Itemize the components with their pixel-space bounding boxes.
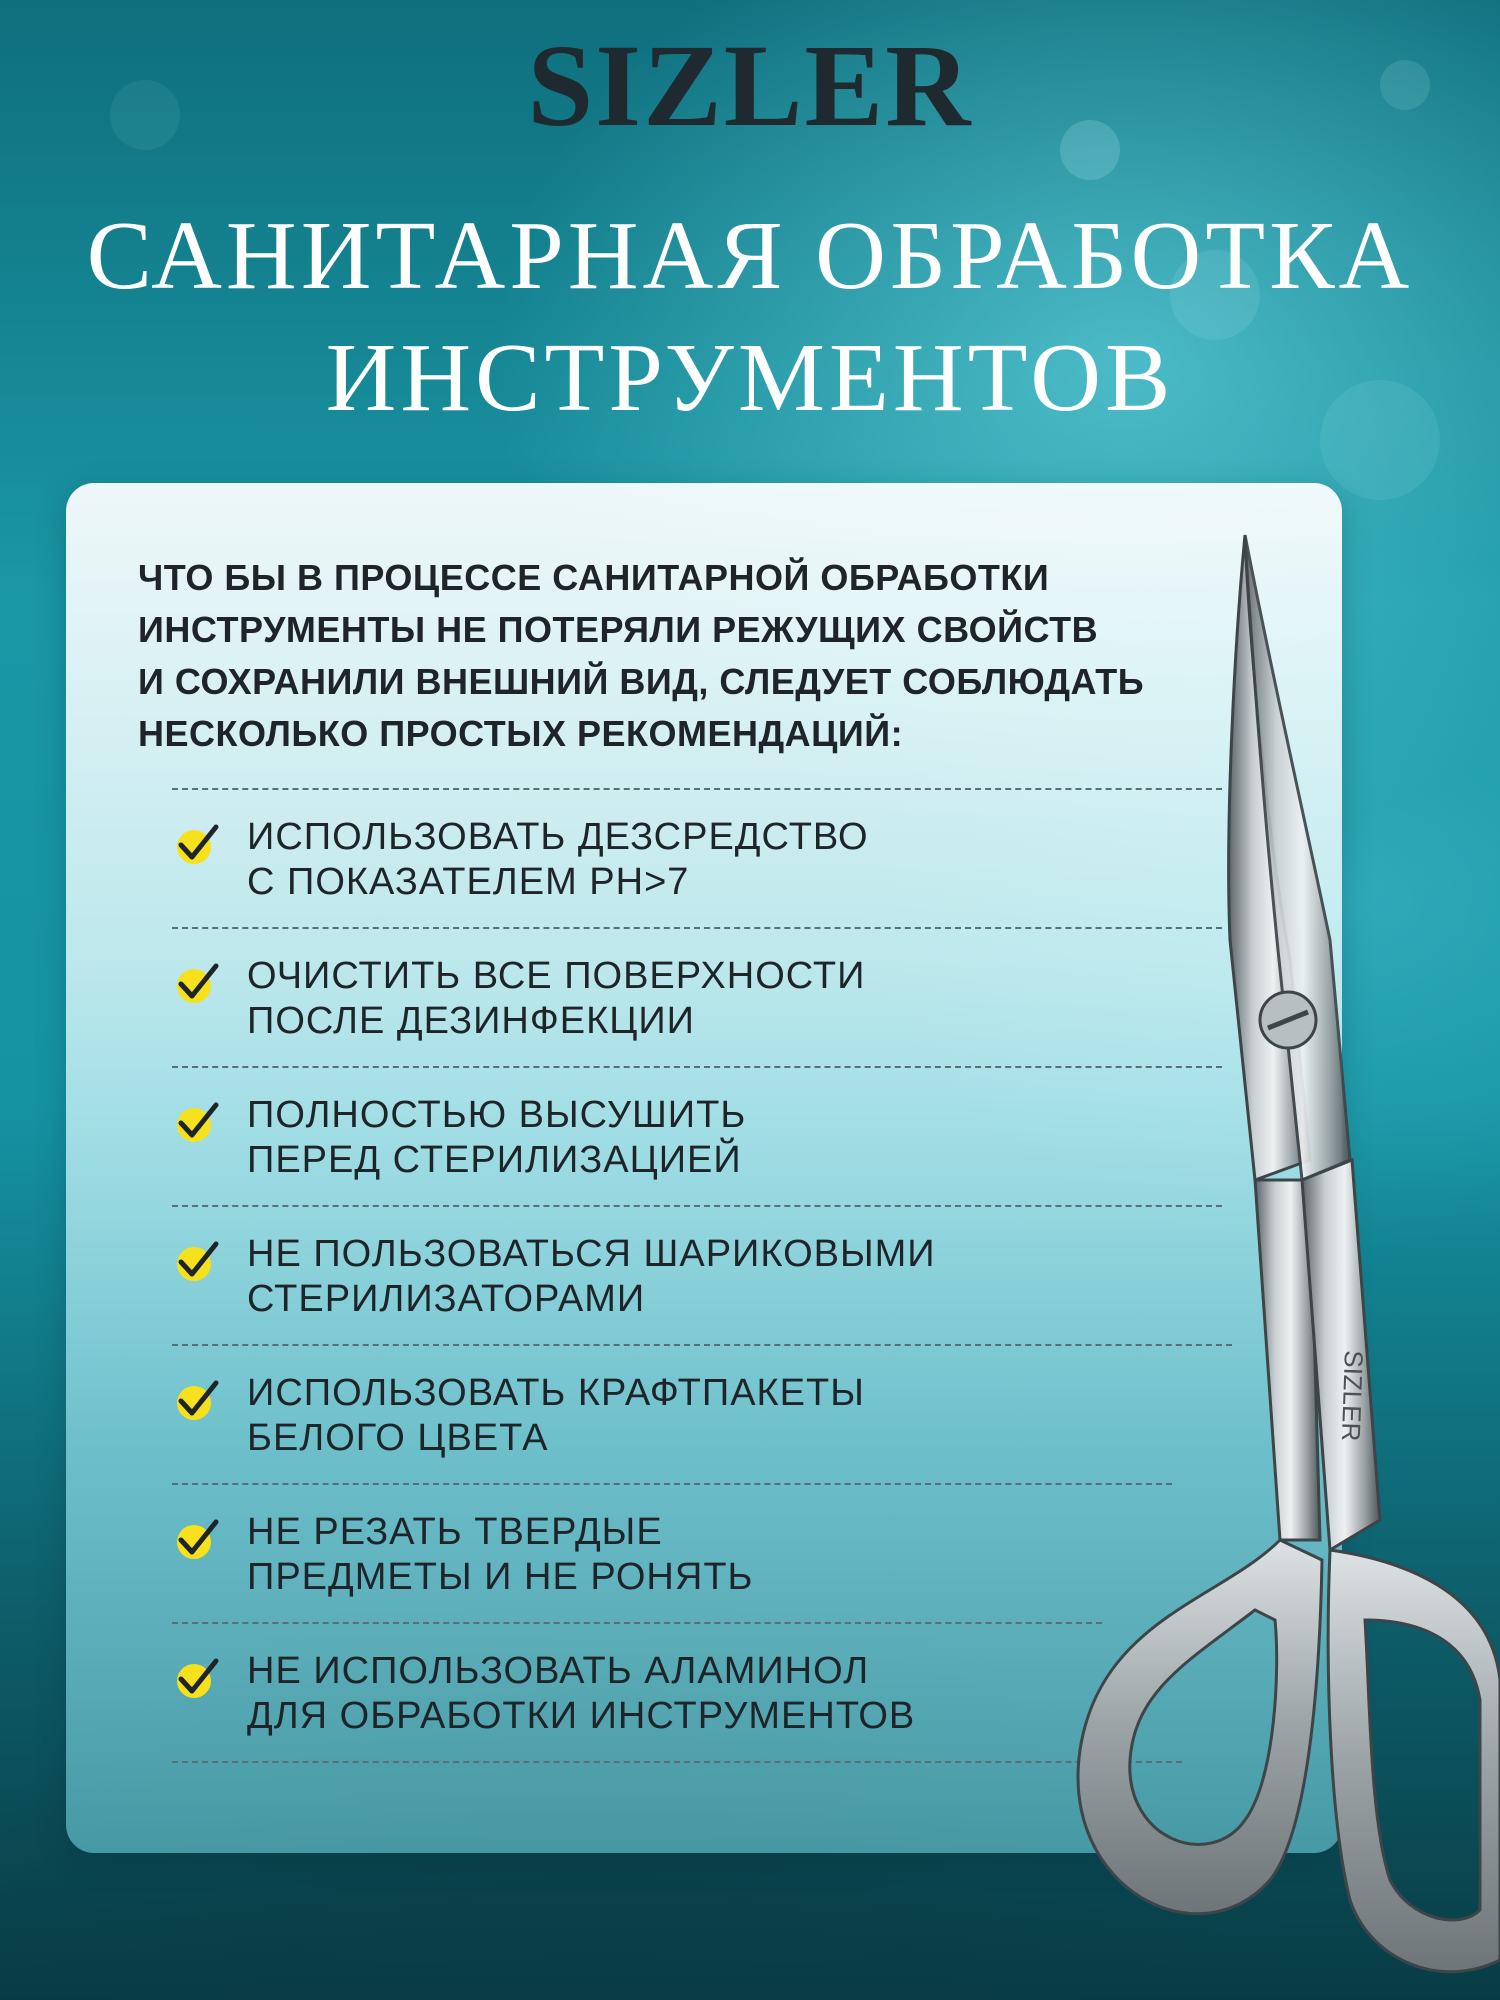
list-item-text <box>247 1093 1147 1183</box>
checkmark-icon <box>174 960 220 1006</box>
list-item-line: НЕ РЕЗАТЬ ТВЕРДЫЕ <box>247 1511 663 1553</box>
list-item-line: БЕЛОГО ЦВЕТА <box>247 1417 549 1459</box>
list-item-line: ИСПОЛЬЗОВАТЬ КРАФТПАКЕТЫ <box>247 1372 865 1414</box>
scissors-engraving: SIZLER <box>1335 1349 1369 1442</box>
intro-line: ЧТО БЫ В ПРОЦЕССЕ САНИТАРНОЙ ОБРАБОТКИ <box>138 557 1050 598</box>
list-item-line: ИСПОЛЬЗОВАТЬ ДЕЗСРЕДСТВО <box>247 816 869 858</box>
page-title-line-1: САНИТАРНАЯ ОБРАБОТКА <box>86 202 1414 310</box>
list-item-line: ПРЕДМЕТЫ И НЕ РОНЯТЬ <box>247 1556 754 1598</box>
intro-line: НЕСКОЛЬКО ПРОСТЫХ РЕКОМЕНДАЦИЙ: <box>138 713 904 754</box>
checkmark-icon <box>174 1516 220 1562</box>
list-item-text <box>247 1649 1147 1739</box>
brand-logo: SIZLER <box>527 20 973 151</box>
list-item-text <box>247 1232 1147 1322</box>
intro-line: ИНСТРУМЕНТЫ НЕ ПОТЕРЯЛИ РЕЖУЩИХ СВОЙСТВ <box>138 609 1099 650</box>
page-title <box>0 195 1500 439</box>
list-item-line: ПЕРЕД СТЕРИЛИЗАЦИЕЙ <box>247 1139 742 1181</box>
list-item-text <box>247 1510 1147 1600</box>
list-item-line: СТЕРИЛИЗАТОРАМИ <box>247 1278 646 1320</box>
list-item-line: НЕ ПОЛЬЗОВАТЬСЯ ШАРИКОВЫМИ <box>247 1233 936 1275</box>
page-title-line-2: ИНСТРУМЕНТОВ <box>325 324 1175 432</box>
list-item-line: ПОСЛЕ ДЕЗИНФЕКЦИИ <box>247 1000 695 1042</box>
divider <box>172 1622 1102 1624</box>
list-item-line: НЕ ИСПОЛЬЗОВАТЬ АЛАМИНОЛ <box>247 1650 870 1692</box>
list-item-text <box>247 815 1147 905</box>
scissors-icon <box>1040 520 1500 2000</box>
divider <box>172 1761 1182 1763</box>
checkmark-icon <box>174 821 220 867</box>
checkmark-icon <box>174 1655 220 1701</box>
list-item-line: С ПОКАЗАТЕЛЕМ PH>7 <box>247 861 690 903</box>
list-item-line: ОЧИСТИТЬ ВСЕ ПОВЕРХНОСТИ <box>247 955 866 997</box>
list-item-line: ДЛЯ ОБРАБОТКИ ИНСТРУМЕНТОВ <box>247 1695 916 1737</box>
divider <box>172 1483 1172 1485</box>
list-item-line: ПОЛНОСТЬЮ ВЫСУШИТЬ <box>247 1094 747 1136</box>
list-item-text <box>247 954 1147 1044</box>
list-item-text <box>247 1371 1147 1461</box>
checkmark-icon <box>174 1238 220 1284</box>
checkmark-icon <box>174 1377 220 1423</box>
checkmark-icon <box>174 1099 220 1145</box>
intro-line: И СОХРАНИЛИ ВНЕШНИЙ ВИД, СЛЕДУЕТ СОБЛЮДАТЬ <box>138 661 1145 702</box>
